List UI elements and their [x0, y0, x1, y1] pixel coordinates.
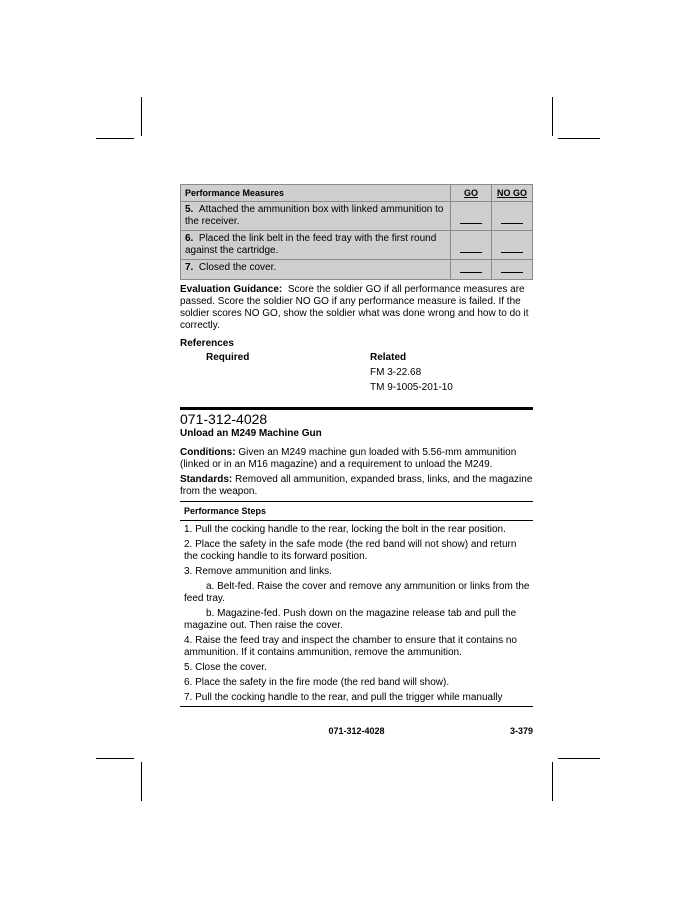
- evaluation-text: Score the soldier GO if all performance measures are passed. Score the soldier NO GO if any performance measure is failed. If the soldier scores NO GO, show the soldier what was done wrong and how to do it correctly.: [180, 284, 529, 331]
- measure-cell: [181, 231, 451, 260]
- go-blank: [451, 260, 492, 280]
- measure-cell: [181, 202, 451, 231]
- step-item: 1. Pull the cocking handle to the rear, locking the bolt in the rear position.: [184, 524, 506, 535]
- references-section: [180, 338, 533, 395]
- references-title: References: [180, 338, 234, 349]
- task-title: Unload an M249 Machine Gun: [180, 428, 322, 439]
- related-label: Related: [370, 352, 407, 363]
- page-content: [180, 184, 533, 707]
- conditions: [180, 447, 533, 471]
- step-item: 4. Raise the feed tray and inspect the chamber to ensure that it contains no ammunition. If it contains ammunition, remove the ammunition.: [184, 635, 517, 658]
- crop-mark: [558, 758, 600, 759]
- required-label: Required: [206, 352, 250, 363]
- crop-mark: [552, 97, 553, 136]
- standards-label: Standards:: [180, 474, 233, 485]
- table-row: [181, 231, 533, 260]
- nogo-blank: [492, 260, 533, 280]
- measure-text: Attached the ammunition box with linked ammunition to the receiver.: [185, 204, 444, 227]
- task-number: 071-312-4028: [180, 411, 268, 427]
- crop-mark: [141, 97, 142, 136]
- step-item: 2. Place the safety in the safe mode (the red band will not show) and return the cocking handle to its forward position.: [184, 539, 517, 562]
- go-blank: [451, 202, 492, 231]
- table-header-row: [181, 185, 533, 202]
- nogo-blank: [492, 202, 533, 231]
- crop-mark: [552, 762, 553, 801]
- crop-mark: [96, 758, 134, 759]
- performance-steps-header: Performance Steps: [180, 501, 533, 521]
- section-divider: [180, 407, 533, 410]
- conditions-text: Given an M249 machine gun loaded with 5.56-mm ammunition (linked or in an M16 magazine) and a requirement to unload the M249.: [180, 447, 517, 470]
- step-subitem: b. Magazine-fed. Push down on the magazine release tab and pull the magazine out. Then raise the cover.: [184, 608, 517, 631]
- standards-text: Removed all ammunition, expanded brass, links, and the magazine from the weapon.: [180, 474, 533, 497]
- step-item: 6. Place the safety in the fire mode (the red band will show).: [184, 677, 450, 688]
- evaluation-guidance: [180, 284, 533, 332]
- table-row: [181, 202, 533, 231]
- step-item: 3. Remove ammunition and links.: [184, 566, 332, 577]
- related-item: TM 9-1005-201-10: [370, 382, 453, 393]
- evaluation-label: Evaluation Guidance:: [180, 284, 283, 295]
- footer-task-number: 071-312-4028: [328, 726, 385, 736]
- step-subitem: a. Belt-fed. Raise the cover and remove any ammunition or links from the feed tray.: [184, 581, 530, 604]
- performance-steps-list: [180, 521, 533, 704]
- bottom-rule: [180, 706, 533, 707]
- nogo-header: NO GO: [492, 185, 533, 202]
- related-item: FM 3-22.68: [370, 367, 422, 378]
- measure-number: 6.: [185, 233, 194, 244]
- measure-text: Closed the cover.: [198, 262, 277, 273]
- measure-text: Placed the link belt in the feed tray with the first round against the cartridge.: [185, 233, 437, 256]
- crop-mark: [141, 762, 142, 801]
- go-blank: [451, 231, 492, 260]
- measure-number: 7.: [185, 262, 194, 273]
- performance-measures-table: [180, 184, 533, 280]
- measure-cell: [181, 260, 451, 280]
- nogo-blank: [492, 231, 533, 260]
- step-item: 5. Close the cover.: [184, 662, 267, 673]
- table-row: [181, 260, 533, 280]
- measure-number: 5.: [185, 204, 194, 215]
- conditions-label: Conditions:: [180, 447, 236, 458]
- standards: [180, 474, 533, 498]
- crop-mark: [96, 138, 134, 139]
- page-number: 3-379: [509, 726, 533, 736]
- measures-header: Performance Measures: [181, 185, 451, 202]
- crop-mark: [558, 138, 600, 139]
- go-header: GO: [451, 185, 492, 202]
- step-item: 7. Pull the cocking handle to the rear, and pull the trigger while manually: [184, 692, 503, 703]
